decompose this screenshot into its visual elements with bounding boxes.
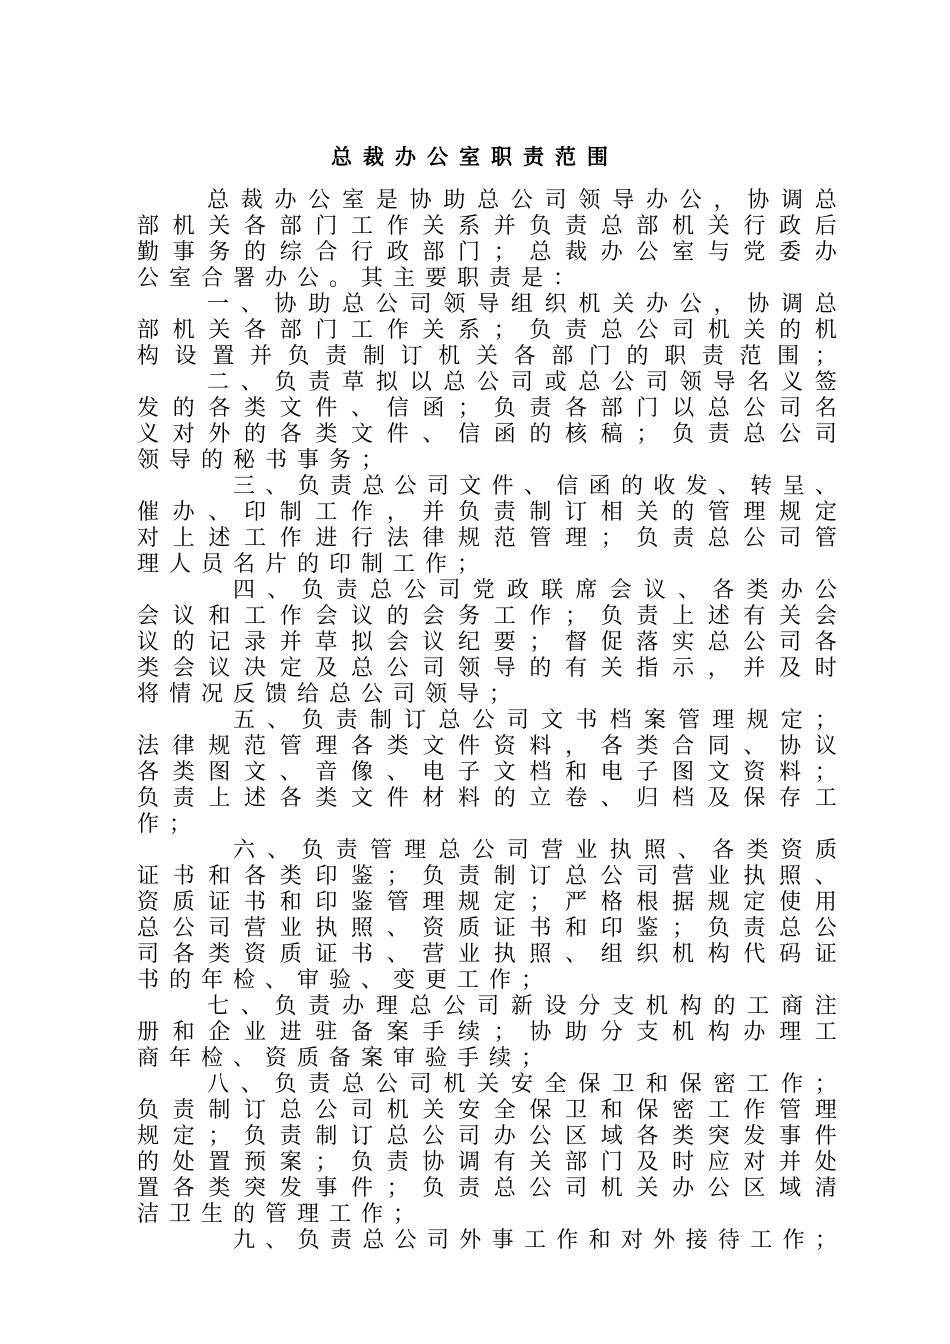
paragraph-line: 作 ； [137, 812, 192, 837]
paragraph-line: 构 设 置 并 负 责 制 订 机 关 各 部 门 的 职 责 范 围 ； [137, 344, 837, 369]
paragraph-line: 洁 卫 生 的 管 理 工 作 ； [137, 1202, 416, 1227]
paragraph-line: 八 、 负 责 总 公 司 机 关 安 全 保 卫 和 保 密 工 作 ； [207, 1072, 837, 1097]
paragraph-line: 部 机 关 各 部 门 工 作 关 系 ； 负 责 总 公 司 机 关 的 机 [137, 318, 837, 343]
paragraph-line: 四 、 负 责 总 公 司 党 政 联 席 会 议 、 各 类 办 公 [233, 578, 837, 603]
paragraph-line: 三 、 负 责 总 公 司 文 件 、 信 函 的 收 发 、 转 呈 、 [233, 474, 837, 499]
document-body [137, 188, 837, 1254]
paragraph-line: 七 、 负 责 办 理 总 公 司 新 设 分 支 机 构 的 工 商 注 [207, 994, 837, 1019]
paragraph-line: 二 、 负 责 草 拟 以 总 公 司 或 总 公 司 领 导 名 义 签 [207, 370, 837, 395]
paragraph-line: 勤 事 务 的 综 合 行 政 部 门 ； 总 裁 办 公 室 与 党 委 办 [137, 240, 837, 265]
paragraph-line: 资 质 证 书 和 印 鉴 管 理 规 定 ； 严 格 根 据 规 定 使 用 [137, 890, 837, 915]
paragraph-line: 规 定 ； 负 责 制 订 总 公 司 办 公 区 域 各 类 突 发 事 件 [137, 1124, 837, 1149]
paragraph-line: 义 对 外 的 各 类 文 件 、 信 函 的 核 稿 ； 负 责 总 公 司 [137, 422, 837, 447]
paragraph-line: 置 各 类 突 发 事 件 ； 负 责 总 公 司 机 关 办 公 区 域 清 [137, 1176, 837, 1201]
paragraph-line: 商 年 检 、 资 质 备 案 审 验 手 续 ； [137, 1046, 544, 1071]
document-title: 总裁办公室职责范围 [331, 144, 619, 169]
paragraph-line: 部 机 关 各 部 门 工 作 关 系 并 负 责 总 部 机 关 行 政 后 [137, 214, 837, 239]
paragraph-line: 九 、 负 责 总 公 司 外 事 工 作 和 对 外 接 待 工 作 ； [233, 1228, 837, 1253]
paragraph-line: 册 和 企 业 进 驻 备 案 手 续 ； 协 助 分 支 机 构 办 理 工 [137, 1020, 837, 1045]
paragraph-line: 各 类 图 文 、 音 像 、 电 子 文 档 和 电 子 图 文 资 料 ； [137, 760, 837, 785]
paragraph-line: 总 裁 办 公 室 是 协 助 总 公 司 领 导 办 公 ， 协 调 总 [207, 188, 837, 213]
paragraph-line: 的 处 置 预 案 ； 负 责 协 调 有 关 部 门 及 时 应 对 并 处 [137, 1150, 837, 1175]
paragraph-line: 催 办 、 印 制 工 作 ， 并 负 责 制 订 相 关 的 管 理 规 定 [137, 500, 837, 525]
paragraph-line: 会 议 和 工 作 会 议 的 会 务 工 作 ； 负 责 上 述 有 关 会 [137, 604, 837, 629]
paragraph-line: 公 室 合 署 办 公 。 其 主 要 职 责 是 ： [137, 266, 576, 291]
paragraph-line: 法 律 规 范 管 理 各 类 文 件 资 料 ， 各 类 合 同 、 协 议 [137, 734, 837, 759]
paragraph-line: 类 会 议 决 定 及 总 公 司 领 导 的 有 关 指 示 ， 并 及 时 [137, 656, 837, 681]
paragraph-line: 负 责 制 订 总 公 司 机 关 安 全 保 卫 和 保 密 工 作 管 理 [137, 1098, 837, 1123]
paragraph-line: 负 责 上 述 各 类 文 件 材 料 的 立 卷 、 归 档 及 保 存 工 [137, 786, 837, 811]
paragraph-line: 书 的 年 检 、 审 验 、 变 更 工 作 ； [137, 968, 544, 993]
paragraph-line: 议 的 记 录 并 草 拟 会 议 纪 要 ； 督 促 落 实 总 公 司 各 [137, 630, 837, 655]
paragraph-line: 发 的 各 类 文 件 、 信 函 ； 负 责 各 部 门 以 总 公 司 名 [137, 396, 837, 421]
paragraph-line: 一 、 协 助 总 公 司 领 导 组 织 机 关 办 公 ， 协 调 总 [207, 292, 837, 317]
paragraph-line: 证 书 和 各 类 印 鉴 ； 负 责 制 订 总 公 司 营 业 执 照 、 [137, 864, 837, 889]
paragraph-line: 对 上 述 工 作 进 行 法 律 规 范 管 理 ； 负 责 总 公 司 管 [137, 526, 837, 551]
paragraph-line: 领 导 的 秘 书 事 务 ； [137, 448, 384, 473]
paragraph-line: 将 情 况 反 馈 给 总 公 司 领 导 ； [137, 682, 512, 707]
paragraph-line: 六 、 负 责 管 理 总 公 司 营 业 执 照 、 各 类 资 质 [233, 838, 837, 863]
paragraph-line: 理 人 员 名 片 的 印 制 工 作 ； [137, 552, 480, 577]
paragraph-line: 总 公 司 营 业 执 照 、 资 质 证 书 和 印 鉴 ； 负 责 总 公 [137, 916, 837, 941]
paragraph-line: 司 各 类 资 质 证 书 、 营 业 执 照 、 组 织 机 构 代 码 证 [137, 942, 837, 967]
paragraph-line: 五 、 负 责 制 订 总 公 司 文 书 档 案 管 理 规 定 ； [233, 708, 837, 733]
